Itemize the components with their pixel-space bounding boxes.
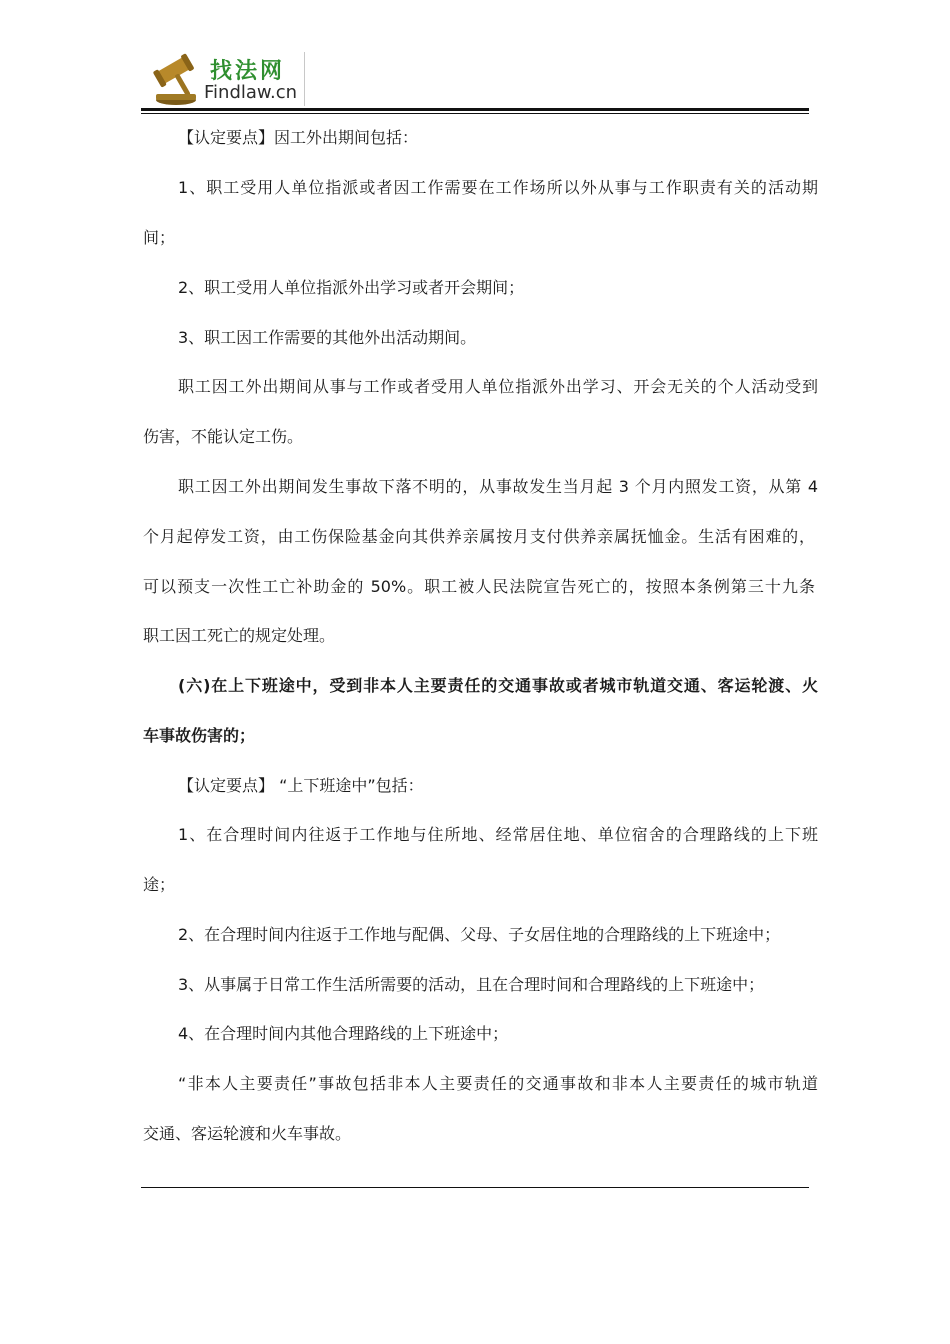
paragraph-line: 3、从事属于日常工作生活所需要的活动，且在合理时间和合理路线的上下班途中； <box>178 975 765 994</box>
paragraph-line: 职工因工死亡的规定处理。 <box>143 626 336 645</box>
paragraph-line: 职工因工外出期间发生事故下落不明的，从事故发生当月起 3 个月内照发工资，从第 4 <box>178 477 818 496</box>
paragraph-line: 【认定要点】 “上下班途中”包括： <box>178 776 424 795</box>
paragraph-line: 个月起停发工资，由工伤保险基金向其供养亲属按月支付供养亲属抚恤金。生活有困难的， <box>143 527 815 546</box>
paragraph-line: 可以预支一次性工亡补助金的 50%。职工被人民法院宣告死亡的，按照本条例第三十九条 <box>143 577 815 596</box>
section-heading-line: 车事故伤害的； <box>143 726 256 745</box>
paragraph-line: 伤害，不能认定工伤。 <box>143 427 304 446</box>
header-rule-thick <box>141 108 809 111</box>
paragraph-line: 途； <box>143 875 176 894</box>
paragraph-line: 【认定要点】因工外出期间包括： <box>178 128 419 147</box>
paragraph-line: 间； <box>143 228 176 247</box>
paragraph-line: “非本人主要责任”事故包括非本人主要责任的交通事故和非本人主要责任的城市轨道 <box>178 1074 818 1093</box>
paragraph-line: 2、在合理时间内往返于工作地与配偶、父母、子女居住地的合理路线的上下班途中； <box>178 925 781 944</box>
paragraph-line: 交通、客运轮渡和火车事故。 <box>143 1124 352 1143</box>
section-heading-line: (六)在上下班途中，受到非本人主要责任的交通事故或者城市轨道交通、客运轮渡、火 <box>178 676 818 695</box>
paragraph-line: 3、职工因工作需要的其他外出活动期间。 <box>178 328 477 347</box>
logo-english-text: Findlaw.cn <box>204 82 298 103</box>
logo-divider <box>304 52 305 106</box>
gavel-icon <box>150 52 206 108</box>
paragraph-line: 1、职工受用人单位指派或者因工作需要在工作场所以外从事与工作职责有关的活动期 <box>178 178 818 197</box>
logo-chinese-text: 找法网 <box>210 59 286 84</box>
footer-rule <box>141 1187 809 1188</box>
paragraph-line: 职工因工外出期间从事与工作或者受用人单位指派外出学习、开会无关的个人活动受到 <box>178 377 818 396</box>
paragraph-line: 2、职工受用人单位指派外出学习或者开会期间； <box>178 278 525 297</box>
header-rule-thin <box>141 113 809 114</box>
findlaw-logo[interactable] <box>150 50 310 110</box>
paragraph-line: 4、在合理时间内其他合理路线的上下班途中； <box>178 1024 509 1043</box>
paragraph-line: 1、在合理时间内往返于工作地与住所地、经常居住地、单位宿舍的合理路线的上下班 <box>178 825 818 844</box>
